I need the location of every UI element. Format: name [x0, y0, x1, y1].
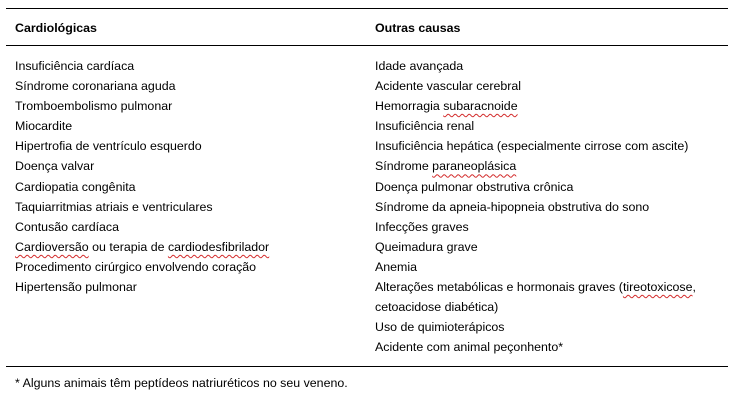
list-item: Síndrome coronariana aguda: [15, 79, 176, 94]
list-item: Uso de quimioterápicos: [375, 320, 505, 335]
table-bottom-rule: [6, 366, 728, 367]
list-item: Cardioversão ou terapia de cardiodesfibrilador: [15, 239, 270, 254]
list-item: Hipertensão pulmonar: [15, 280, 137, 295]
list-item: Taquiarritmias atriais e ventriculares: [15, 199, 213, 214]
spellcheck-underline: subaracnoide: [443, 99, 518, 114]
column-header-outras-causas: Outras causas: [375, 21, 461, 35]
list-item: Insuficiência cardíaca: [15, 59, 135, 73]
table-footnote: * Alguns animais têm peptídeos natriuréticos no seu veneno.: [15, 376, 348, 390]
list-item: Anemia: [375, 259, 418, 274]
list-item: Insuficiência renal: [375, 119, 475, 134]
list-item: Acidente com animal peçonhento*: [375, 340, 564, 355]
causes-table: [6, 0, 728, 369]
list-item: Acidente vascular cerebral: [375, 79, 522, 94]
spellcheck-underline: tireotoxicose: [622, 280, 693, 295]
list-item: Tromboembolismo pulmonar: [15, 99, 173, 114]
table-top-rule: [6, 8, 728, 9]
spellcheck-underline: Cardioversão: [15, 239, 89, 254]
list-item: Cardiopatia congênita: [15, 179, 136, 194]
list-item: Idade avançada: [375, 59, 464, 73]
list-item: Síndrome da apneia-hipopneia obstrutiva do sono: [375, 199, 650, 214]
list-item: Hemorragia subaracnoide: [375, 99, 518, 114]
list-item: Doença valvar: [15, 159, 95, 174]
list-item: Doença pulmonar obstrutiva crônica: [375, 179, 574, 194]
cardiologic-causes-list: [15, 56, 269, 297]
header-divider-rule: [6, 45, 728, 46]
other-causes-list: [375, 56, 727, 357]
spellcheck-underline: paraneoplásica: [432, 159, 517, 174]
list-item: Insuficiência hepática (especialmente cirrose com ascite): [375, 139, 689, 154]
list-item: Contusão cardíaca: [15, 219, 120, 234]
list-item: Alterações metabólicas e hormonais graves (tireotoxicose, cetoacidose diabética): [375, 280, 696, 315]
column-header-cardiologicas: Cardiológicas: [15, 21, 97, 35]
spellcheck-underline: cardiodesfibrilador: [167, 239, 270, 254]
list-item: Síndrome paraneoplásica: [375, 159, 517, 174]
list-item: Procedimento cirúrgico envolvendo coração: [15, 259, 257, 274]
list-item: Infecções graves: [375, 219, 469, 234]
list-item: Queimadura grave: [375, 239, 478, 254]
list-item: Miocardite: [15, 119, 73, 134]
list-item: Hipertrofia de ventrículo esquerdo: [15, 139, 202, 154]
